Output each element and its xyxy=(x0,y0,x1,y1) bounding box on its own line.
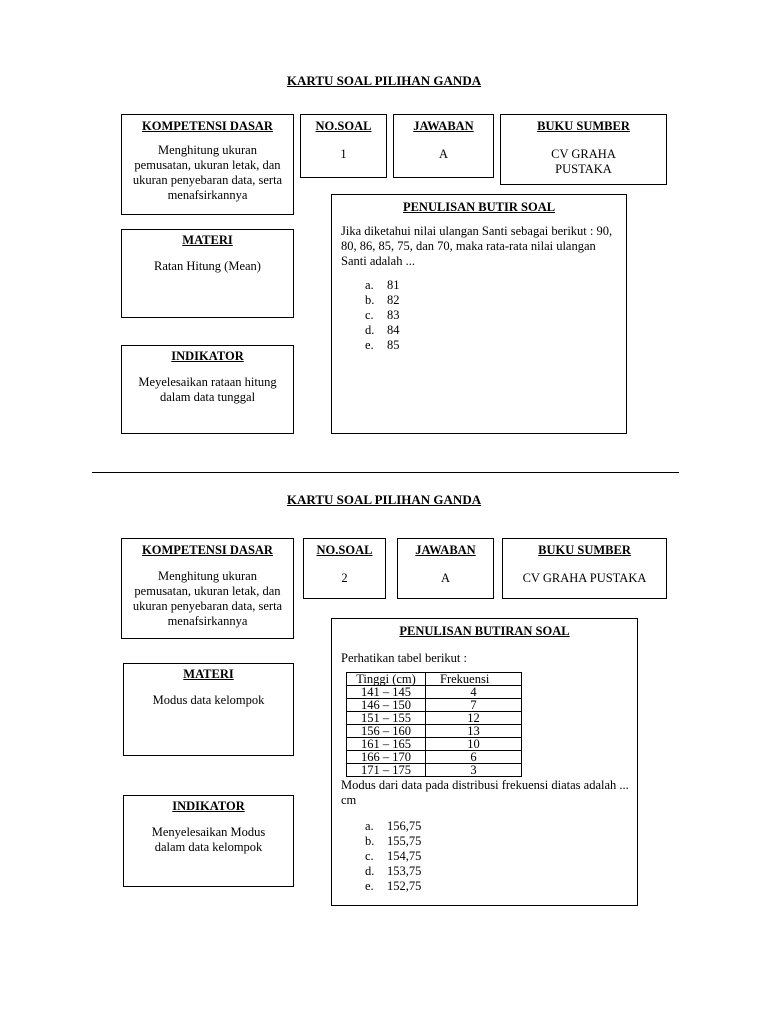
card2-no-heading: NO.SOAL xyxy=(316,543,373,557)
option-b: b. 155,75 xyxy=(365,834,422,848)
card1-soal-heading: PENULISAN BUTIR SOAL xyxy=(402,200,556,214)
card2-buku-heading: BUKU SUMBER xyxy=(538,543,631,557)
card1-no-heading: NO.SOAL xyxy=(315,119,372,133)
table-row: 156 – 160 13 xyxy=(347,725,522,738)
card1-title: KARTU SOAL PILIHAN GANDA xyxy=(286,73,482,88)
option-a: a. 81 xyxy=(365,278,400,292)
card2-jawaban-heading: JAWABAN xyxy=(415,543,476,557)
card2-kd-heading: KOMPETENSI DASAR xyxy=(142,543,273,557)
card1-buku-box xyxy=(500,114,667,185)
card1-kd-box xyxy=(121,114,294,215)
card1-jawaban-value: A xyxy=(438,147,449,161)
option-c: c. 83 xyxy=(365,308,400,322)
card2-materi-text: Modus data kelompok xyxy=(152,693,265,707)
separator-line xyxy=(92,472,679,473)
card2-soal-box xyxy=(331,618,638,906)
card2-no-value: 2 xyxy=(341,571,348,585)
card2-buku-box xyxy=(502,538,667,599)
option-c: c. 154,75 xyxy=(365,849,422,863)
card2-jawaban-value: A xyxy=(440,571,451,585)
card1-indikator-box xyxy=(121,345,294,434)
card2-indikator-box xyxy=(123,795,294,887)
card2-soal-heading: PENULISAN BUTIRAN SOAL xyxy=(399,624,570,638)
card1-kd-text: Menghitung ukuran pemusatan, ukuran letak, dan ukuran penyebaran data, serta menafsirkannya xyxy=(132,143,283,202)
card2-jawaban-box xyxy=(397,538,494,599)
card1-indikator-text: Meyelesaikan rataan hitung dalam data tunggal xyxy=(138,375,277,404)
card1-materi-heading: MATERI xyxy=(182,233,233,247)
table-header: Tinggi (cm) xyxy=(347,673,426,686)
table-row: 151 – 155 12 xyxy=(347,712,522,725)
table-row: 161 – 165 10 xyxy=(347,738,522,751)
card2-kd-box xyxy=(121,538,294,639)
card2-title: KARTU SOAL PILIHAN GANDA xyxy=(286,492,482,507)
card2-buku-value: CV GRAHA PUSTAKA xyxy=(522,571,647,585)
table-header: Frekuensi xyxy=(426,673,522,686)
card2-no-box xyxy=(303,538,386,599)
card1-buku-heading: BUKU SUMBER xyxy=(537,119,630,133)
card1-no-value: 1 xyxy=(340,147,347,161)
card1-materi-text: Ratan Hitung (Mean) xyxy=(154,259,261,273)
card1-question: Jika diketahui nilai ulangan Santi sebagai berikut : 90, 80, 86, 85, 75, dan 70, maka rata-rata nilai ulangan Santi adalah ... xyxy=(341,224,613,268)
option-d: d. 153,75 xyxy=(365,864,422,878)
table-row: 166 – 170 6 xyxy=(347,751,522,764)
card2-indikator-heading: INDIKATOR xyxy=(172,799,245,813)
card1-buku-value: CV GRAHA PUSTAKA xyxy=(551,147,616,176)
option-d: d. 84 xyxy=(365,323,400,337)
card2-materi-box xyxy=(123,663,294,756)
card1-no-box xyxy=(300,114,387,178)
option-b: b. 82 xyxy=(365,293,400,307)
card1-kd-heading: KOMPETENSI DASAR xyxy=(142,119,273,133)
option-e: e. 85 xyxy=(365,338,400,352)
card2-question: Modus dari data pada distribusi frekuensi diatas adalah ... cm xyxy=(341,778,629,807)
table-row: 171 – 175 3 xyxy=(347,764,522,777)
option-a: a. 156,75 xyxy=(365,819,422,833)
card2-options xyxy=(365,819,421,894)
frequency-table xyxy=(346,672,522,777)
table-header-row xyxy=(347,673,522,686)
card1-soal-box xyxy=(331,194,627,434)
card2-materi-heading: MATERI xyxy=(183,667,234,681)
card1-options xyxy=(365,278,400,353)
card2-indikator-text: Menyelesaikan Modus dalam data kelompok xyxy=(151,825,266,854)
card1-jawaban-box xyxy=(393,114,494,178)
card1-jawaban-heading: JAWABAN xyxy=(413,119,474,133)
card2-kd-text: Menghitung ukuran pemusatan, ukuran letak, dan ukuran penyebaran data, serta menafsirkannya xyxy=(132,569,283,628)
option-e: e. 152,75 xyxy=(365,879,422,893)
table-row: 146 – 150 7 xyxy=(347,699,522,712)
table-row: 141 – 145 4 xyxy=(347,686,522,699)
card1-materi-box xyxy=(121,229,294,318)
card1-indikator-heading: INDIKATOR xyxy=(171,349,244,363)
card2-intro: Perhatikan tabel berikut : xyxy=(341,651,468,665)
